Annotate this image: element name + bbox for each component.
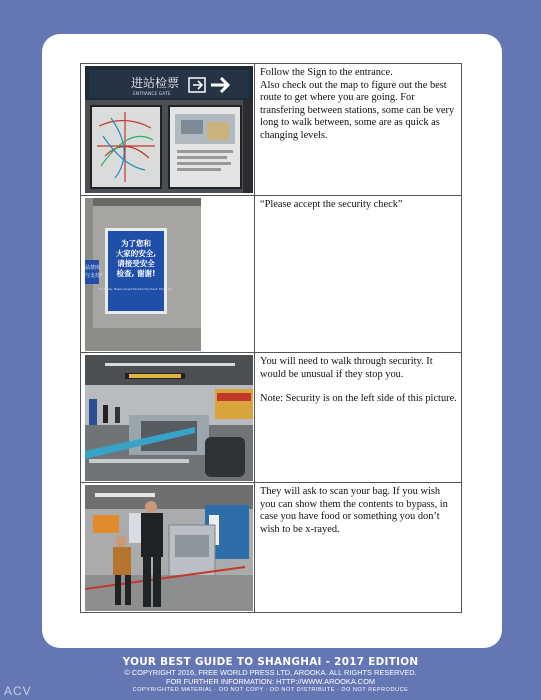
instruction-paragraph: “Please accept the security check” xyxy=(260,199,403,210)
security-sign-line: 为了您和 xyxy=(121,239,151,248)
instruction-text xyxy=(255,196,461,352)
security-sign-en: For Safety, Please Accept the Security Check. Thank You. xyxy=(99,288,173,291)
instruction-paragraph: Note: Security is on the left side of this picture. xyxy=(260,393,457,405)
photo-cell xyxy=(81,353,255,482)
footer-copyright: © COPYRIGHT 2016, FREE WORLD PRESS LTD, AROOKA. ALL RIGHTS RESERVED. xyxy=(124,668,417,677)
footer-title: YOUR BEST GUIDE TO SHANGHAI - 2017 EDITION xyxy=(122,656,419,668)
photo-cell xyxy=(81,64,255,195)
guide-table xyxy=(80,63,462,613)
watermark-text: ACV xyxy=(4,684,32,698)
footer-notice: COPYRIGHTED MATERIAL · DO NOT COPY · DO NOT DISTRIBUTE · DO NOT REPRODUCE xyxy=(132,687,409,693)
table-row xyxy=(81,195,461,352)
instruction-paragraph: They will ask to scan your bag. If you wish you can show them the contents to bypass, in case you have food or something you don’t wish to be x-rayed. xyxy=(260,486,448,535)
security-sign-line: 大家的安全, xyxy=(115,249,157,258)
side-sign-text: 品禁库, xyxy=(85,265,102,271)
entrance-sign-photo xyxy=(85,66,253,193)
sign-cn-text: 进站检票 xyxy=(131,76,180,90)
bag-scanner-photo xyxy=(85,485,253,611)
sign-en-text: ENTRANCE GATE xyxy=(133,92,171,97)
security-sign-photo xyxy=(85,198,201,351)
security-sign-line: 请接受安全 xyxy=(117,259,155,268)
page-footer xyxy=(0,656,541,694)
table-row xyxy=(81,352,461,482)
side-sign-text: 与支持! xyxy=(85,273,103,279)
photo-cell xyxy=(81,196,255,352)
instruction-paragraph: Also check out the map to figure out the best route to get where you are going. For transfering between stations, some can be very long to walk between, some are as quick as changing levels. xyxy=(260,79,455,141)
table-row xyxy=(81,482,461,612)
instruction-text xyxy=(255,353,461,482)
metro-hall-photo xyxy=(85,355,253,481)
instruction-text xyxy=(255,483,461,612)
security-sign-line: 检查, 谢谢! xyxy=(116,269,156,278)
instruction-paragraph: Follow the Sign to the entrance. xyxy=(260,67,393,78)
footer-info: FOR FURTHER INFORMATION: HTTP://WWW.AROOKA.COM xyxy=(165,677,376,686)
table-row xyxy=(81,64,461,195)
paragraph-gap xyxy=(260,381,457,393)
photo-cell xyxy=(81,483,255,612)
instruction-text xyxy=(255,64,461,195)
instruction-paragraph: You will need to walk through security. It would be unusual if they stop you. xyxy=(260,356,433,380)
